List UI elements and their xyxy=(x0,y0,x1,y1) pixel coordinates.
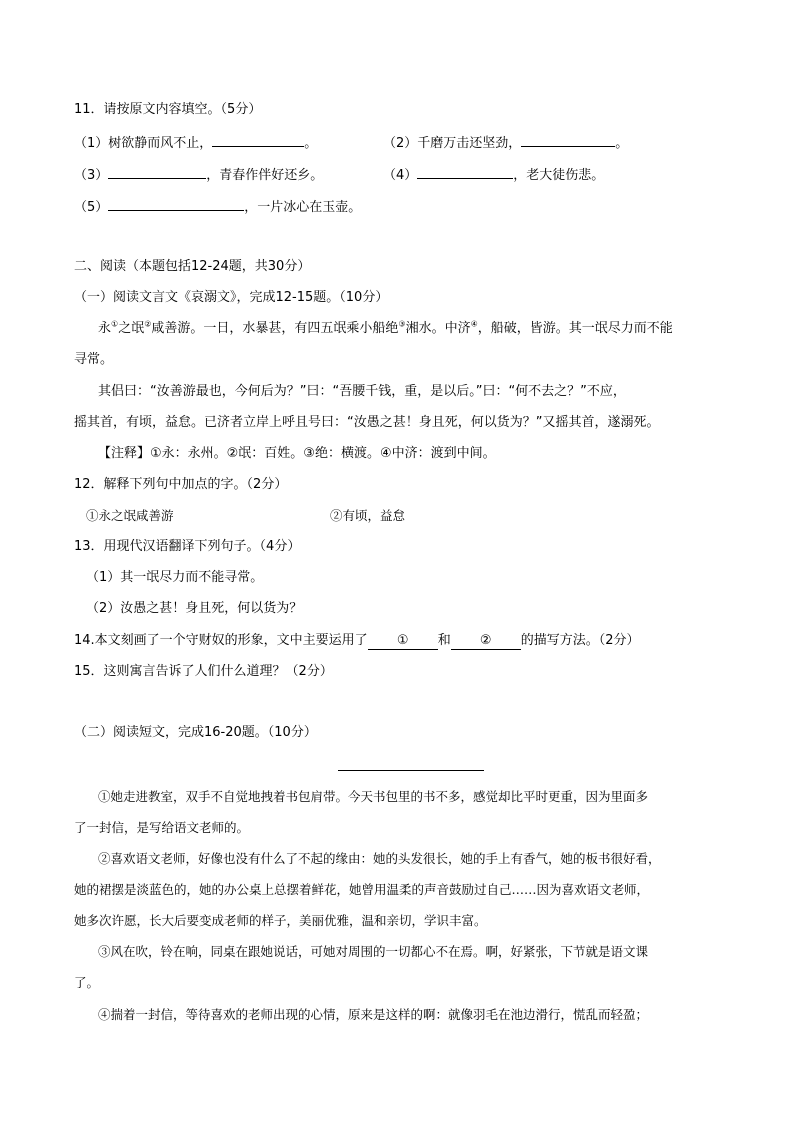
answer-blank[interactable] xyxy=(108,196,244,211)
q12-title: 12．解释下列句中加点的字。（2分） xyxy=(74,477,288,492)
q11-item-1-text: （1）树欲静而风不止， xyxy=(74,136,213,151)
footnote-mark: ④ xyxy=(470,319,478,329)
p1-text-b: 之氓 xyxy=(118,321,145,336)
p1-text-c: 咸善游。一日，水暴甚，有四五氓乘小船绝 xyxy=(151,321,399,336)
footnote-mark: ③ xyxy=(398,319,406,329)
q11-item-2-text: （2）千磨万击还坚劲， xyxy=(383,136,522,151)
q12-item-1: ①永之氓咸善游 xyxy=(86,508,174,523)
q11-item-4-text: （4） xyxy=(383,168,418,183)
q11-item-2 xyxy=(383,132,628,154)
q11-title: 11．请按原文内容填空。（5分） xyxy=(74,102,262,117)
part2-paragraph-4-line1: ④揣着一封信，等待喜欢的老师出现的心情，原来是这样的啊：就像羽毛在池边滑行，慌乱而轻盈； xyxy=(98,1007,649,1022)
classical-paragraph-2-line1: 其侣曰：“汝善游最也，今何后为？”曰：“吾腰千钱，重，是以后。”曰：“何不去之？”不应， xyxy=(98,384,626,399)
q11-item-5 xyxy=(74,196,361,218)
q14-text-b: 和 xyxy=(437,633,451,648)
p1-text-d: 湘水。中济 xyxy=(405,321,471,336)
q13-title: 13．用现代汉语翻译下列句子。（4分） xyxy=(74,539,301,554)
classical-paragraph-1-line2: 寻常。 xyxy=(74,352,114,367)
answer-blank[interactable] xyxy=(521,132,615,147)
part2-paragraph-3-line1: ③风在吹，铃在响，同桌在跟她说话，可她对周围的一切都心不在焉。啊，好紧张，下节就是语文课 xyxy=(98,944,649,959)
part2-paragraph-2-line2: 她的裙摆是淡蓝色的，她的办公桌上总摆着鲜花，她曾用温柔的声音鼓励过自己……因为喜欢语文老师， xyxy=(74,882,650,897)
blank-1-number: ① xyxy=(396,633,409,648)
q14-text-a: 14.本文刻画了一个守财奴的形象，文中主要运用了 xyxy=(74,633,368,648)
answer-blank[interactable] xyxy=(108,164,206,179)
q11-item-3 xyxy=(74,164,323,186)
q11-item-3-text: （3） xyxy=(74,168,109,183)
q14-text-c: 的描写方法。（2分） xyxy=(520,633,640,648)
q11-item-2-end: 。 xyxy=(615,136,629,151)
q11-item-4 xyxy=(383,164,604,186)
part2-paragraph-1-line1: ①她走进教室，双手不自觉地拽着书包肩带。今天书包里的书不多，感觉却比平时更重，因为里面多 xyxy=(98,789,649,804)
classical-paragraph-1 xyxy=(98,319,673,339)
section2-heading: 二、阅读（本题包括12-24题，共30分） xyxy=(74,259,311,274)
q11-item-5-text: （5） xyxy=(74,200,109,215)
q11-item-4-end: ，老大徒伤悲。 xyxy=(513,168,605,183)
annotation-note: 【注释】①永：永州。②氓：百姓。③绝：横渡。④中济：渡到中间。 xyxy=(98,446,496,461)
part2-paragraph-1-line2: 了一封信，是写给语文老师的。 xyxy=(74,820,250,835)
answer-blank[interactable] xyxy=(212,132,304,147)
p1-text-e: ，船破，皆游。其一氓尽力而不能 xyxy=(477,321,673,336)
classical-paragraph-2-line2: 摇其首，有顷，益怠。已济者立岸上呼且号曰：“汝愚之甚！身且死，何以货为？”又摇其首，遂溺死。 xyxy=(74,415,660,430)
q12-item-2: ②有顷，益怠 xyxy=(330,508,406,523)
article-title-blank xyxy=(338,770,484,771)
q15-title: 15．这则寓言告诉了人们什么道理？（2分） xyxy=(74,664,333,679)
part2-paragraph-3-line2: 了。 xyxy=(74,975,100,990)
answer-blank-2[interactable] xyxy=(451,633,521,650)
part1-heading: （一）阅读文言文《哀溺文》，完成12-15题。（10分） xyxy=(74,290,389,305)
answer-blank-1[interactable] xyxy=(368,633,438,650)
blank-2-number: ② xyxy=(479,633,492,648)
q11-item-3-end: ，青春作伴好还乡。 xyxy=(206,168,324,183)
p1-text-a: 永 xyxy=(98,321,112,336)
part2-paragraph-2-line3: 她多次许愿，长大后要变成老师的样子，美丽优雅，温和亲切，学识丰富。 xyxy=(74,913,487,928)
part2-paragraph-2-line1: ②喜欢语文老师，好像也没有什么了不起的缘由：她的头发很长，她的手上有香气，她的板书很好看， xyxy=(98,851,661,866)
part2-heading: （二）阅读短文，完成16-20题。（10分） xyxy=(74,725,317,740)
q11-item-5-end: ，一片冰心在玉壶。 xyxy=(244,200,362,215)
q11-item-1 xyxy=(74,132,317,154)
q11-item-1-end: 。 xyxy=(304,136,318,151)
q14 xyxy=(74,631,639,651)
footnote-mark: ① xyxy=(111,319,119,329)
footnote-mark: ② xyxy=(144,319,152,329)
answer-blank[interactable] xyxy=(417,164,513,179)
q13-item-2: （2）汝愚之甚！身且死，何以货为？ xyxy=(86,601,303,616)
q13-item-1: （1）其一氓尽力而不能寻常。 xyxy=(86,570,264,585)
